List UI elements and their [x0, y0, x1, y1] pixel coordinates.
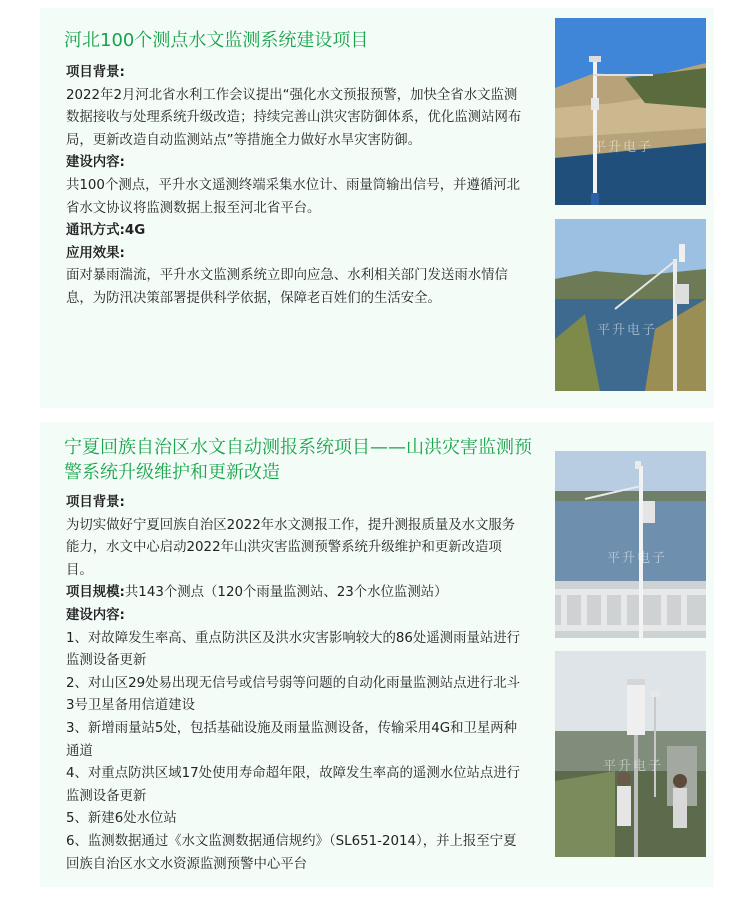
project-card-hebei	[40, 8, 714, 408]
project-description	[66, 62, 522, 311]
project-card-ningxia	[40, 422, 714, 887]
project-title: 河北100个测点水文监测系统建设项目	[64, 30, 369, 51]
photo-watermark: 平升电子	[607, 551, 668, 566]
photo-watermark: 平升电子	[593, 140, 654, 155]
scale-label: 项目规模:	[66, 585, 125, 601]
content-item-2: 2、对山区29处易出现无信号或信号弱等问题的自动化雨量监测站点进行北斗3号卫星备用信道建设	[66, 675, 521, 714]
background-text: 为切实做好宁夏回族自治区2022年水文测报工作，提升测报质量及水文服务能力，水文中心启动2022年山洪灾害监测预警系统升级维护和更新改造项目。	[66, 517, 516, 578]
content-item-5: 5、新建6处水位站	[66, 811, 177, 827]
effect-text: 面对暴雨湍流，平升水文监测系统立即向应急、水利相关部门发送雨水情信息，为防汛决策部署提供科学依据，保障老百姓们的生活安全。	[66, 268, 508, 306]
content-label: 建设内容:	[66, 607, 125, 623]
content-label: 建设内容:	[66, 155, 125, 171]
background-label: 项目背景:	[66, 65, 125, 80]
comm-label: 通讯方式:	[66, 223, 125, 239]
project-description	[66, 492, 528, 876]
photo-watermark: 平升电子	[597, 323, 658, 338]
project-photo-1	[555, 18, 706, 205]
effect-label: 应用效果:	[66, 245, 125, 261]
photo-watermark: 平升电子	[603, 759, 664, 774]
content-item-1: 1、对故障发生率高、重点防洪区及洪水灾害影响较大的86处遥测雨量站进行监测设备更新	[66, 630, 521, 669]
background-text: 2022年2月河北省水利工作会议提出“强化水文预报预警，加快全省水文监测数据接收与处理系统升级改造；持续完善山洪灾害防御体系，优化监测站网布局，更新改造自动监测站点”等措施全力做好水旱灾害防御。	[66, 87, 522, 148]
project-photo-2	[555, 219, 706, 391]
content-item-6: 6、监测数据通过《水文监测数据通信规约》（SL651-2014），并上报至宁夏回族自治区水文水资源监测预警中心平台	[66, 833, 517, 872]
scale-text: 共143个测点（120个雨量监测站、23个水位监测站）	[124, 585, 448, 601]
project-photo-4	[555, 651, 706, 857]
comm-value: 4G	[124, 223, 146, 239]
project-photo-3	[555, 451, 706, 638]
content-text: 共100个测点，平升水文遥测终端采集水位计、雨量筒输出信号，并遵循河北省水文协议将监测数据上报至河北省平台。	[66, 177, 521, 216]
content-item-4: 4、对重点防洪区域17处使用寿命超年限，故障发生率高的遥测水位站点进行监测设备更新	[66, 766, 521, 804]
content-item-3: 3、新增雨量站5处，包括基础设施及雨量监测设备，传输采用4G和卫星两种通道	[66, 720, 518, 759]
project-title: 宁夏回族自治区水文自动测报系统项目——山洪灾害监测预警系统升级维护和更新改造	[64, 437, 532, 483]
background-label: 项目背景:	[66, 495, 125, 510]
